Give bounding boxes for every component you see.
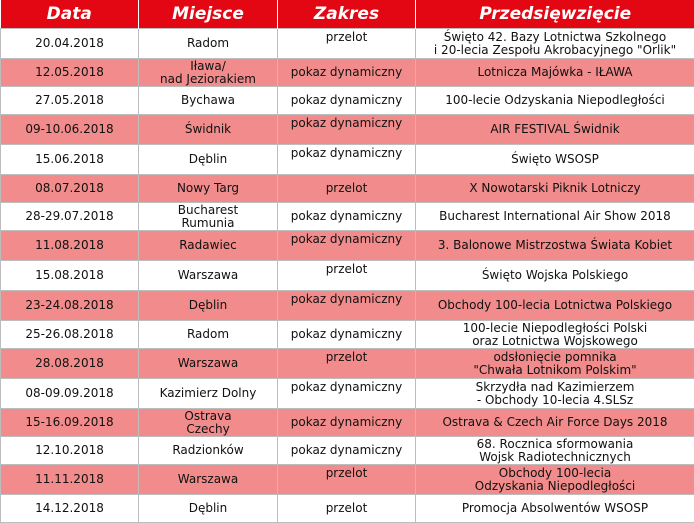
cell-place: Bychawa [139,87,278,115]
cell-date: 12.05.2018 [1,59,139,87]
table-row [1,349,694,379]
cell-event: Święto Wojska Polskiego [416,261,694,291]
table-row [1,291,694,321]
cell-scope: przelot [278,465,416,495]
cell-place: Świdnik [139,115,278,145]
cell-event: Święto 42. Bazy Lotnictwa Szkolnego i 20-lecia Zespołu Akrobacyjnego "Orlik" [416,29,694,59]
header-row [1,0,694,29]
cell-place: Radom [139,321,278,349]
table-row [1,409,694,437]
cell-date: 15-16.09.2018 [1,409,139,437]
cell-event: Bucharest International Air Show 2018 [416,203,694,231]
cell-place: Radawiec [139,231,278,261]
cell-place: Iława/ nad Jeziorakiem [139,59,278,87]
cell-date: 11.08.2018 [1,231,139,261]
cell-scope: pokaz dynamiczny [278,409,416,437]
cell-place: Warszawa [139,261,278,291]
header-event: Przedsięwzięcie [416,0,694,29]
table-row [1,437,694,465]
cell-scope: pokaz dynamiczny [278,437,416,465]
cell-date: 11.11.2018 [1,465,139,495]
cell-date: 08-09.09.2018 [1,379,139,409]
header-date: Data [1,0,139,29]
cell-event: Obchody 100-lecia Lotnictwa Polskiego [416,291,694,321]
cell-scope: przelot [278,175,416,203]
cell-scope: pokaz dynamiczny [278,379,416,409]
cell-event: 100-lecie Niepodległości Polski oraz Lotnictwa Wojskowego [416,321,694,349]
cell-date: 12.10.2018 [1,437,139,465]
cell-scope: pokaz dynamiczny [278,291,416,321]
cell-place: Dęblin [139,291,278,321]
table-row [1,175,694,203]
schedule-body [1,29,694,523]
cell-place: Warszawa [139,349,278,379]
table-row [1,29,694,59]
cell-scope: pokaz dynamiczny [278,59,416,87]
cell-event: 100-lecie Odzyskania Niepodległości [416,87,694,115]
cell-date: 28-29.07.2018 [1,203,139,231]
table-row [1,379,694,409]
cell-scope: pokaz dynamiczny [278,321,416,349]
cell-scope: przelot [278,349,416,379]
table-row [1,203,694,231]
cell-scope: pokaz dynamiczny [278,87,416,115]
cell-event: X Nowotarski Piknik Lotniczy [416,175,694,203]
cell-event: Święto WSOSP [416,145,694,175]
cell-scope: pokaz dynamiczny [278,203,416,231]
cell-event: Ostrava & Czech Air Force Days 2018 [416,409,694,437]
cell-date: 15.08.2018 [1,261,139,291]
cell-place: Warszawa [139,465,278,495]
cell-scope: pokaz dynamiczny [278,115,416,145]
table-row [1,145,694,175]
cell-event: Obchody 100-lecia Odzyskania Niepodległości [416,465,694,495]
table-row [1,231,694,261]
cell-date: 28.08.2018 [1,349,139,379]
table-row [1,261,694,291]
cell-event: 3. Balonowe Mistrzostwa Świata Kobiet [416,231,694,261]
header-scope: Zakres [278,0,416,29]
cell-place: Nowy Targ [139,175,278,203]
cell-event: odsłonięcie pomnika "Chwała Lotnikom Polskim" [416,349,694,379]
cell-scope: przelot [278,29,416,59]
cell-date: 23-24.08.2018 [1,291,139,321]
cell-place: Kazimierz Dolny [139,379,278,409]
cell-event: Lotnicza Majówka - IŁAWA [416,59,694,87]
cell-event: 68. Rocznica sformowania Wojsk Radiotechnicznych [416,437,694,465]
cell-event: Promocja Absolwentów WSOSP [416,495,694,523]
cell-place: Radom [139,29,278,59]
table-row [1,115,694,145]
cell-scope: pokaz dynamiczny [278,145,416,175]
table-row [1,495,694,523]
table-row [1,59,694,87]
cell-place: Dęblin [139,145,278,175]
table-row [1,465,694,495]
cell-date: 25-26.08.2018 [1,321,139,349]
cell-place: Radzionków [139,437,278,465]
cell-scope: przelot [278,261,416,291]
cell-scope: pokaz dynamiczny [278,231,416,261]
cell-date: 27.05.2018 [1,87,139,115]
cell-date: 08.07.2018 [1,175,139,203]
table-row [1,87,694,115]
cell-date: 09-10.06.2018 [1,115,139,145]
header-place: Miejsce [139,0,278,29]
cell-date: 14.12.2018 [1,495,139,523]
cell-date: 15.06.2018 [1,145,139,175]
cell-event: AIR FESTIVAL Świdnik [416,115,694,145]
cell-event: Skrzydła nad Kazimierzem - Obchody 10-lecia 4.SLSz [416,379,694,409]
cell-place: Dęblin [139,495,278,523]
table-row [1,321,694,349]
cell-date: 20.04.2018 [1,29,139,59]
cell-place: Bucharest Rumunia [139,203,278,231]
cell-place: Ostrava Czechy [139,409,278,437]
cell-scope: przelot [278,495,416,523]
